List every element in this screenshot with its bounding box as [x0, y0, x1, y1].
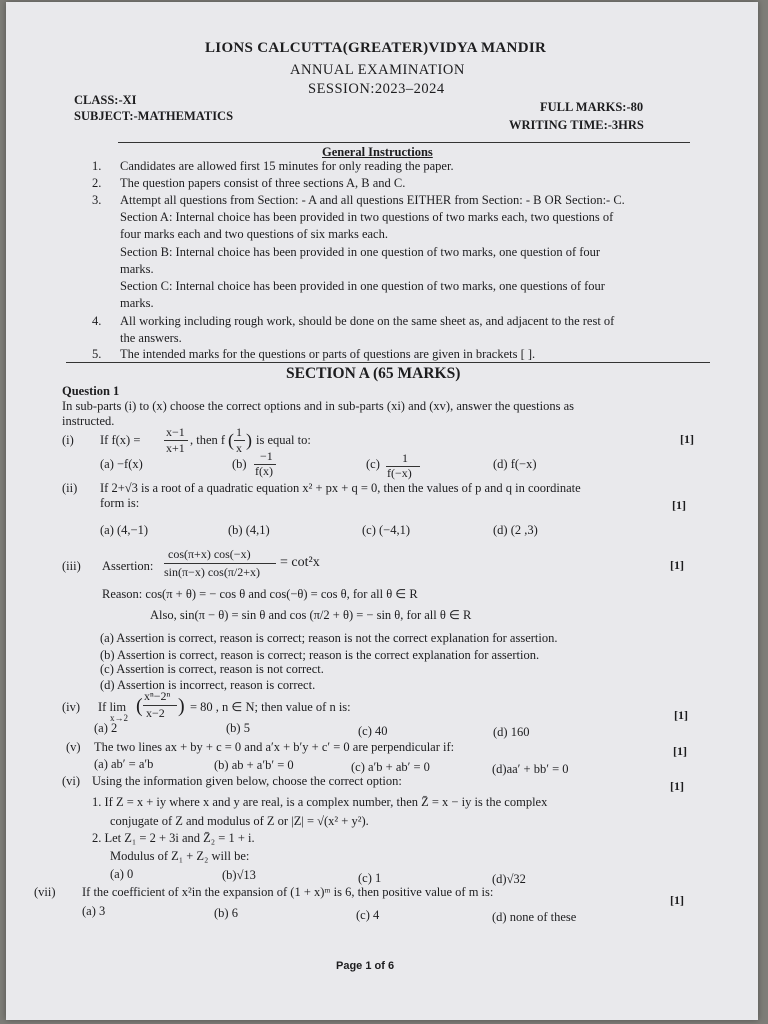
instruction-text: Section A: Internal choice has been provided in two questions of two marks each, two questions of	[120, 210, 614, 224]
option-b: (b) Assertion is correct, reason is correct; reason is the correct explanation for assertion.	[100, 648, 540, 662]
instruction-text: All working including rough work, should be done on the same sheet as, and adjacent to the rest of	[120, 314, 615, 328]
q-i-stem: is equal to:	[256, 433, 311, 447]
full-marks: FULL MARKS:-80	[540, 100, 644, 114]
option-b: (b)√13	[222, 868, 256, 882]
q-i-stem: , then f	[190, 433, 226, 447]
marks: [1]	[670, 558, 684, 572]
option-a: (a) ab′ = a′b	[94, 757, 154, 771]
page-number: Page 1 of 6	[336, 960, 395, 972]
session: SESSION:2023–2024	[308, 81, 445, 97]
q-i-arg-num: 1	[236, 425, 242, 439]
subpart-num: (iv)	[62, 700, 81, 714]
option-a: (a) 3	[82, 904, 106, 918]
instruction-num: 2.	[92, 176, 102, 190]
q-iv-lim: If lim	[98, 700, 127, 714]
reason-line: Also, sin(π − θ) = sin θ and cos (π/2 + θ) = − sin θ, for all θ ∈ R	[150, 608, 472, 622]
marks: [1]	[670, 779, 684, 793]
option-b: (b)	[232, 457, 247, 471]
subpart-num: (vi)	[62, 774, 81, 788]
option-b: (b) (4,1)	[228, 523, 270, 537]
q-vi-question: Modulus of Z₁ + Z₂ will be:	[110, 849, 250, 863]
instruction-text: four marks each and two questions of six marks each.	[120, 227, 388, 241]
class-label: CLASS:-XI	[74, 93, 137, 107]
paren-close: )	[246, 430, 252, 450]
option-a: (a) 2	[94, 721, 118, 735]
option-c: (c) 40	[358, 724, 388, 738]
instruction-text: marks.	[120, 296, 154, 310]
question-intro: instructed.	[62, 414, 115, 428]
q-v-stem: The two lines ax + by + c = 0 and a′x + b′y + c′ = 0 are perpendicular if:	[94, 740, 455, 754]
paren-open: (	[228, 430, 234, 450]
instruction-num: 1.	[92, 159, 102, 173]
option-a: (a) Assertion is correct, reason is correct; reason is not the correct explanation for assertion.	[100, 631, 558, 645]
q-ii-stem: If 2+√3 is a root of a quadratic equation x² + px + q = 0, then the values of p and q in coordinate	[100, 481, 581, 495]
option-a: (a) (4,−1)	[100, 523, 148, 537]
option-c: (c)	[366, 457, 380, 471]
writing-time: WRITING TIME:-3HRS	[509, 118, 644, 132]
fraction-bar	[164, 563, 276, 564]
instructions-rule	[66, 362, 710, 363]
subpart-num: (ii)	[62, 481, 78, 495]
option-b: (b) 6	[214, 906, 238, 920]
assertion-num: cos(π+x) cos(−x)	[168, 547, 251, 561]
q-iv-lim-sub: x→2	[110, 713, 128, 723]
marks: [1]	[672, 498, 686, 512]
q-iv-frac-num: xⁿ−2ⁿ	[144, 689, 171, 703]
instruction-text: the answers.	[120, 331, 182, 345]
q-vi-point: 2. Let Z₁ = 2 + 3i and Z̄₂ = 1 + i.	[92, 831, 255, 845]
option-a: (a) −f(x)	[100, 457, 143, 471]
q-i-frac-den: x+1	[166, 441, 185, 455]
option-b-num: −1	[260, 449, 273, 463]
marks: [1]	[674, 708, 688, 722]
q-vi-point: 1. If Z = x + iy where x and y are real, is a complex number, then Z̄ = x − iy is the complex	[92, 795, 548, 809]
option-c: (c) 1	[358, 871, 382, 885]
school-name: LIONS CALCUTTA(GREATER)VIDYA MANDIR	[205, 40, 547, 56]
q-ii-stem: form is:	[100, 496, 140, 510]
marks: [1]	[670, 893, 684, 907]
instruction-text: marks.	[120, 262, 154, 276]
instruction-num: 5.	[92, 347, 102, 361]
assertion-label: Assertion:	[102, 559, 154, 573]
q-i-arg-den: x	[236, 441, 242, 455]
subpart-num: (vii)	[34, 885, 56, 899]
option-d: (d) none of these	[492, 910, 577, 924]
question-intro: In sub-parts (i) to (x) choose the correct options and in sub-parts (xi) and (xv), answer the questions as	[62, 399, 575, 413]
question-label: Question 1	[62, 384, 120, 398]
q-vii-stem: If the coefficient of x²in the expansion of (1 + x)ᵐ is 6, then positive value of m is:	[82, 885, 494, 899]
instruction-text: Candidates are allowed first 15 minutes for only reading the paper.	[120, 159, 454, 173]
subpart-num: (i)	[62, 433, 74, 447]
marks: [1]	[680, 432, 694, 446]
assertion-rhs: = cot²x	[280, 555, 320, 570]
instruction-text: Section B: Internal choice has been provided in one question of two marks, one question of four	[120, 245, 601, 259]
option-d: (d) Assertion is incorrect, reason is correct.	[100, 678, 316, 692]
q-i-stem: If f(x) =	[100, 433, 141, 447]
option-d: (d)√32	[492, 872, 526, 886]
section-title: SECTION A (65 MARKS)	[286, 365, 461, 382]
option-b: (b) ab + a′b′ = 0	[214, 758, 294, 772]
header-rule	[118, 142, 690, 143]
q-vi-stem: Using the information given below, choose the correct option:	[92, 774, 402, 788]
instruction-text: Section C: Internal choice has been provided in one question of two marks, one questions of four	[120, 279, 605, 293]
option-d: (d)aa′ + bb′ = 0	[492, 762, 569, 776]
subpart-num: (iii)	[62, 559, 81, 573]
reason-line: Reason: cos(π + θ) = − cos θ and cos(−θ) = cos θ, for all θ ∈ R	[102, 587, 418, 601]
paren-close: )	[178, 695, 185, 717]
option-c-den: f(−x)	[387, 466, 412, 480]
q-iv-frac-den: x−2	[146, 706, 165, 720]
option-c: (c) (−4,1)	[362, 523, 410, 537]
exam-name: ANNUAL EXAMINATION	[290, 62, 465, 78]
instruction-text: Attempt all questions from Section: - A and all questions EITHER from Section: - B OR Section:- C.	[120, 193, 625, 207]
option-b: (b) 5	[226, 721, 250, 735]
assertion-den: sin(π−x) cos(π/2+x)	[164, 565, 260, 579]
option-c: (c) a′b + ab′ = 0	[351, 760, 430, 774]
option-d: (d) 160	[493, 725, 530, 739]
subject-label: SUBJECT:-MATHEMATICS	[74, 109, 234, 123]
instruction-num: 4.	[92, 314, 102, 328]
q-vi-point: conjugate of Z and modulus of Z or |Z| = √(x² + y²).	[110, 814, 369, 828]
instruction-text: The question papers consist of three sections A, B and C.	[120, 176, 406, 190]
option-c-num: 1	[402, 451, 408, 465]
instructions-title: General Instructions	[322, 145, 433, 159]
subpart-num: (v)	[66, 740, 81, 754]
marks: [1]	[673, 744, 687, 758]
q-i-frac-num: x−1	[166, 425, 185, 439]
paren-open: (	[136, 695, 143, 717]
option-a: (a) 0	[110, 867, 134, 881]
option-c: (c) 4	[356, 908, 380, 922]
instruction-text: The intended marks for the questions or parts of questions are given in brackets [ ].	[120, 347, 536, 361]
option-d: (d) f(−x)	[493, 457, 537, 471]
option-d: (d) (2 ,3)	[493, 523, 538, 537]
exam-paper-sheet	[6, 2, 758, 1020]
instruction-num: 3.	[92, 193, 102, 207]
option-b-den: f(x)	[255, 464, 273, 478]
option-c: (c) Assertion is correct, reason is not correct.	[100, 662, 324, 676]
q-iv-stem: = 80 , n ∈ N; then value of n is:	[190, 700, 351, 714]
